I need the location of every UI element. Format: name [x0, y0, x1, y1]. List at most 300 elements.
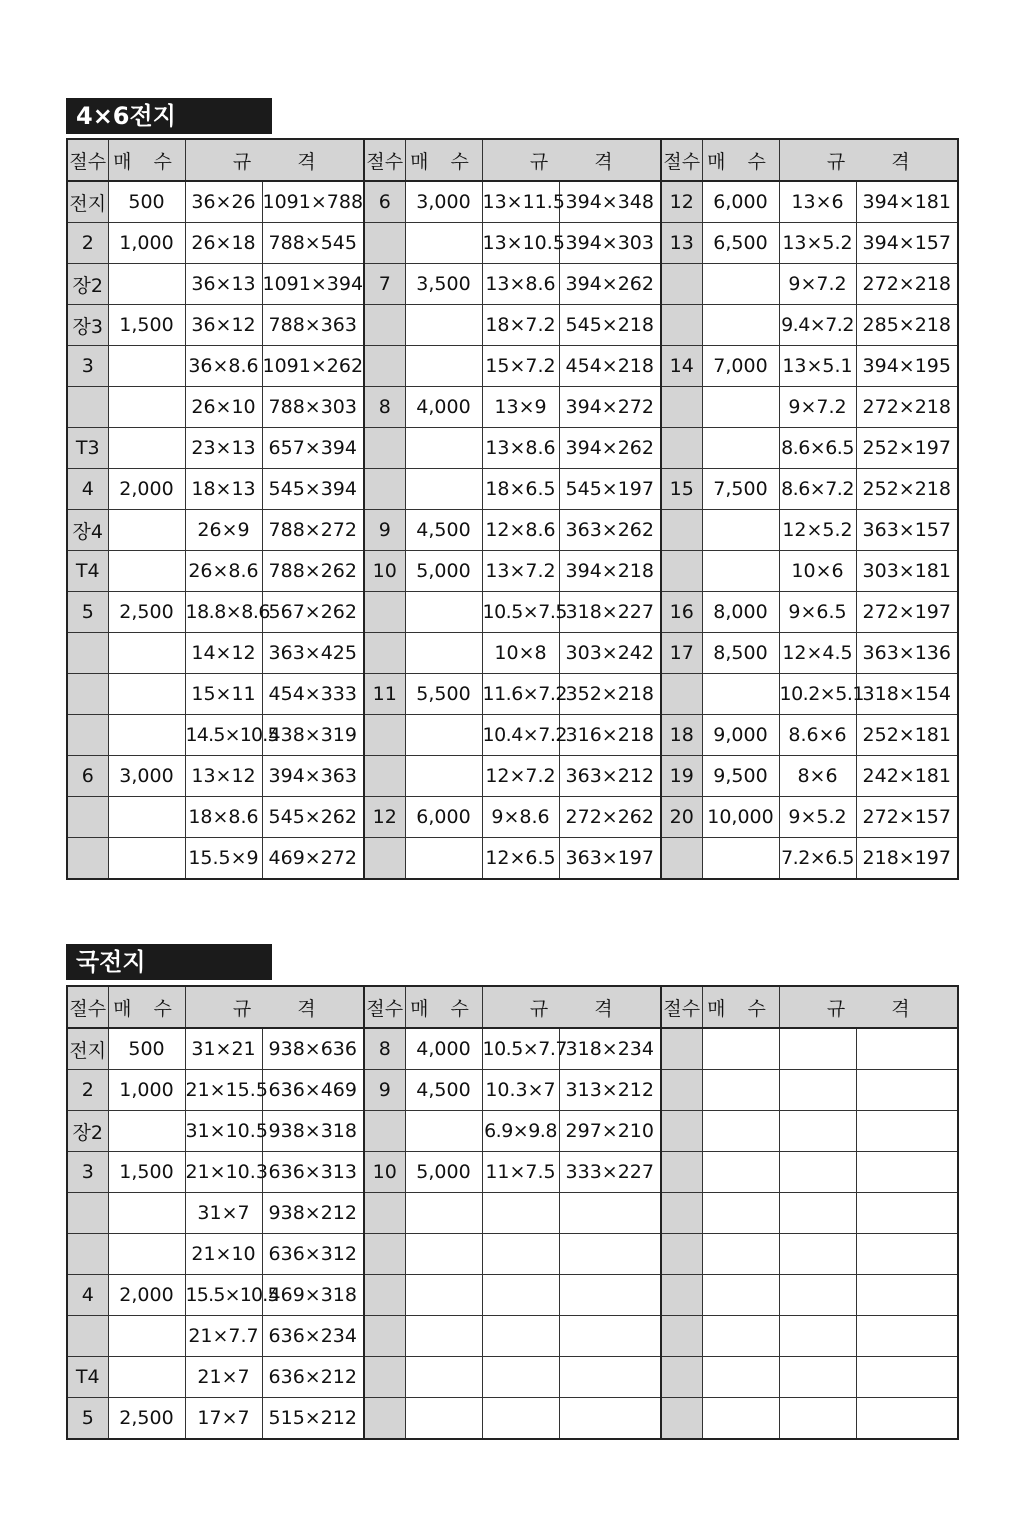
sheets-cell	[108, 551, 185, 592]
size-mm-cell: 252×218	[856, 469, 958, 510]
size-mm-cell: 1091×262	[262, 346, 364, 387]
size-mm-cell	[856, 1070, 958, 1111]
table-row	[67, 1234, 958, 1275]
size-inch-cell	[482, 1234, 559, 1275]
size-mm-cell: 1091×788	[262, 181, 364, 223]
cut-cell: 8	[364, 387, 405, 428]
cut-cell	[364, 1398, 405, 1440]
size-inch-cell: 12×8.6	[482, 510, 559, 551]
cut-cell	[661, 1398, 702, 1440]
cut-cell: 8	[364, 1028, 405, 1070]
sheets-cell	[702, 838, 779, 880]
cut-cell	[364, 469, 405, 510]
size-mm-cell: 363×212	[559, 756, 661, 797]
cut-cell	[661, 1193, 702, 1234]
sheets-cell	[405, 633, 482, 674]
cut-cell	[364, 346, 405, 387]
size-inch-cell: 10.3×7	[482, 1070, 559, 1111]
sheets-cell: 500	[108, 1028, 185, 1070]
sheets-cell	[405, 756, 482, 797]
cut-cell	[364, 1111, 405, 1152]
sheets-cell	[108, 428, 185, 469]
table-row	[67, 633, 958, 674]
sheets-cell	[702, 1111, 779, 1152]
size-mm-cell: 938×212	[262, 1193, 364, 1234]
size-mm-cell: 285×218	[856, 305, 958, 346]
section-title-guk: 국전지	[66, 944, 272, 980]
sheets-cell	[405, 469, 482, 510]
table-row	[67, 223, 958, 264]
size-inch-cell: 10.5×7.5	[482, 592, 559, 633]
sheets-cell	[108, 510, 185, 551]
size-mm-cell: 788×545	[262, 223, 364, 264]
cut-cell	[661, 510, 702, 551]
sheets-cell: 10,000	[702, 797, 779, 838]
size-mm-cell: 363×262	[559, 510, 661, 551]
size-mm-cell: 394×218	[559, 551, 661, 592]
size-inch-cell: 36×26	[185, 181, 262, 223]
size-inch-cell: 13×8.6	[482, 428, 559, 469]
sheets-cell	[405, 838, 482, 880]
cut-cell	[661, 1111, 702, 1152]
sheets-cell	[702, 1398, 779, 1440]
header-sheets: 매 수	[405, 139, 482, 181]
size-mm-cell: 272×262	[559, 797, 661, 838]
size-mm-cell: 252×181	[856, 715, 958, 756]
size-inch-cell: 18×6.5	[482, 469, 559, 510]
size-mm-cell: 515×212	[262, 1398, 364, 1440]
table-row	[67, 264, 958, 305]
size-inch-cell: 21×15.5	[185, 1070, 262, 1111]
size-inch-cell: 10×8	[482, 633, 559, 674]
sheets-cell	[405, 715, 482, 756]
cut-cell	[364, 223, 405, 264]
sheets-cell	[702, 264, 779, 305]
size-inch-cell: 36×13	[185, 264, 262, 305]
sheets-cell: 3,500	[405, 264, 482, 305]
cut-cell	[364, 1275, 405, 1316]
header-spec: 규 격	[779, 986, 958, 1028]
sheets-cell: 8,500	[702, 633, 779, 674]
table-row	[67, 346, 958, 387]
size-inch-cell: 12×5.2	[779, 510, 856, 551]
sheets-cell: 1,500	[108, 305, 185, 346]
size-mm-cell: 788×363	[262, 305, 364, 346]
size-inch-cell: 18×7.2	[482, 305, 559, 346]
size-inch-cell: 23×13	[185, 428, 262, 469]
size-mm-cell: 218×197	[856, 838, 958, 880]
size-mm-cell: 545×262	[262, 797, 364, 838]
size-inch-cell	[779, 1070, 856, 1111]
size-mm-cell: 318×227	[559, 592, 661, 633]
sheets-cell	[108, 1111, 185, 1152]
size-mm-cell: 316×218	[559, 715, 661, 756]
cut-cell	[67, 674, 108, 715]
size-inch-cell: 21×7	[185, 1357, 262, 1398]
sheets-cell	[108, 346, 185, 387]
sheets-cell	[702, 305, 779, 346]
sheets-cell: 9,000	[702, 715, 779, 756]
sheets-cell	[405, 346, 482, 387]
size-mm-cell: 333×227	[559, 1152, 661, 1193]
sheets-cell	[702, 1152, 779, 1193]
cut-cell: T4	[67, 551, 108, 592]
sheets-cell	[405, 1193, 482, 1234]
cut-cell: 6	[364, 181, 405, 223]
size-mm-cell: 636×469	[262, 1070, 364, 1111]
size-inch-cell: 18×8.6	[185, 797, 262, 838]
sheets-cell	[702, 387, 779, 428]
size-inch-cell	[779, 1152, 856, 1193]
table-row	[67, 756, 958, 797]
sheets-cell: 4,000	[405, 387, 482, 428]
size-inch-cell: 11×7.5	[482, 1152, 559, 1193]
size-mm-cell: 938×636	[262, 1028, 364, 1070]
size-inch-cell	[482, 1193, 559, 1234]
size-inch-cell: 13×7.2	[482, 551, 559, 592]
cut-cell: 4	[67, 1275, 108, 1316]
size-mm-cell: 252×197	[856, 428, 958, 469]
size-inch-cell: 6.9×9.8	[482, 1111, 559, 1152]
size-inch-cell	[779, 1316, 856, 1357]
table-row	[67, 1193, 958, 1234]
header-cut: 절수	[364, 986, 405, 1028]
size-mm-cell: 318×234	[559, 1028, 661, 1070]
cut-cell: 14	[661, 346, 702, 387]
size-mm-cell: 938×318	[262, 1111, 364, 1152]
size-inch-cell	[482, 1275, 559, 1316]
sheets-cell: 2,000	[108, 469, 185, 510]
size-mm-cell: 394×348	[559, 181, 661, 223]
size-inch-cell: 21×10	[185, 1234, 262, 1275]
size-mm-cell	[559, 1316, 661, 1357]
size-mm-cell: 272×218	[856, 264, 958, 305]
cut-cell	[661, 1070, 702, 1111]
cut-cell	[661, 1316, 702, 1357]
size-mm-cell: 242×181	[856, 756, 958, 797]
cut-cell	[364, 1316, 405, 1357]
cut-cell: 2	[67, 223, 108, 264]
size-inch-cell: 10.5×7.7	[482, 1028, 559, 1070]
sheets-cell	[405, 1234, 482, 1275]
size-inch-cell: 10.2×5.1	[779, 674, 856, 715]
cut-cell: 9	[364, 1070, 405, 1111]
cut-cell: 장4	[67, 510, 108, 551]
size-inch-cell: 10.4×7.2	[482, 715, 559, 756]
sheets-cell: 7,500	[702, 469, 779, 510]
header-sheets: 매 수	[108, 139, 185, 181]
cut-cell	[661, 1028, 702, 1070]
cut-cell	[661, 551, 702, 592]
table-row	[67, 510, 958, 551]
size-mm-cell: 567×262	[262, 592, 364, 633]
size-inch-cell: 9×5.2	[779, 797, 856, 838]
table-row	[67, 469, 958, 510]
size-mm-cell	[856, 1398, 958, 1440]
cut-cell	[364, 715, 405, 756]
cut-cell: 10	[364, 551, 405, 592]
cut-cell: T4	[67, 1357, 108, 1398]
sheets-cell	[108, 387, 185, 428]
size-mm-cell: 657×394	[262, 428, 364, 469]
cut-cell: 6	[67, 756, 108, 797]
sheets-cell: 1,000	[108, 223, 185, 264]
size-inch-cell	[779, 1111, 856, 1152]
size-inch-cell: 26×18	[185, 223, 262, 264]
cut-cell: 전지	[67, 1028, 108, 1070]
cut-cell: T3	[67, 428, 108, 469]
sheets-cell	[108, 1316, 185, 1357]
cut-cell: 16	[661, 592, 702, 633]
size-mm-cell	[559, 1357, 661, 1398]
cut-cell	[67, 387, 108, 428]
sheets-cell	[405, 428, 482, 469]
header-cut: 절수	[67, 139, 108, 181]
sheets-cell: 6,000	[405, 797, 482, 838]
cut-cell: 7	[364, 264, 405, 305]
size-mm-cell: 272×157	[856, 797, 958, 838]
size-mm-cell	[856, 1316, 958, 1357]
size-mm-cell: 545×394	[262, 469, 364, 510]
table-row	[67, 1398, 958, 1440]
size-inch-cell: 18.8×8.6	[185, 592, 262, 633]
cut-cell: 15	[661, 469, 702, 510]
sheets-cell	[108, 715, 185, 756]
cut-cell	[364, 305, 405, 346]
sheets-cell	[702, 1234, 779, 1275]
cut-cell: 20	[661, 797, 702, 838]
cut-cell	[364, 1357, 405, 1398]
cut-cell: 11	[364, 674, 405, 715]
size-mm-cell: 394×363	[262, 756, 364, 797]
cut-cell	[661, 305, 702, 346]
size-inch-cell	[779, 1193, 856, 1234]
sheets-cell	[108, 1234, 185, 1275]
cut-cell	[661, 1275, 702, 1316]
cut-cell	[67, 715, 108, 756]
size-inch-cell: 13×11.5	[482, 181, 559, 223]
table-row	[67, 1070, 958, 1111]
paper-size-table-guk	[66, 985, 959, 1440]
size-mm-cell: 454×333	[262, 674, 364, 715]
table-row	[67, 305, 958, 346]
size-inch-cell: 31×7	[185, 1193, 262, 1234]
table-row	[67, 1111, 958, 1152]
header-cut: 절수	[661, 139, 702, 181]
cut-cell	[364, 756, 405, 797]
size-mm-cell: 394×262	[559, 428, 661, 469]
size-mm-cell: 318×154	[856, 674, 958, 715]
size-inch-cell	[779, 1357, 856, 1398]
size-inch-cell: 26×9	[185, 510, 262, 551]
cut-cell	[364, 592, 405, 633]
size-mm-cell: 394×195	[856, 346, 958, 387]
header-cut: 절수	[67, 986, 108, 1028]
size-mm-cell	[856, 1234, 958, 1275]
sheets-cell: 8,000	[702, 592, 779, 633]
size-inch-cell: 12×7.2	[482, 756, 559, 797]
header-spec: 규 격	[482, 986, 661, 1028]
sheets-cell	[702, 1357, 779, 1398]
size-mm-cell: 545×197	[559, 469, 661, 510]
cut-cell	[364, 838, 405, 880]
size-inch-cell: 9×6.5	[779, 592, 856, 633]
size-inch-cell	[779, 1028, 856, 1070]
header-spec: 규 격	[779, 139, 958, 181]
sheets-cell	[405, 592, 482, 633]
sheets-cell: 3,000	[405, 181, 482, 223]
size-inch-cell: 13×8.6	[482, 264, 559, 305]
size-mm-cell: 394×157	[856, 223, 958, 264]
cut-cell: 장2	[67, 1111, 108, 1152]
sheets-cell: 4,500	[405, 510, 482, 551]
size-inch-cell	[779, 1398, 856, 1440]
cut-cell: 18	[661, 715, 702, 756]
table-row	[67, 551, 958, 592]
size-inch-cell: 14.5×10.5	[185, 715, 262, 756]
table-row	[67, 797, 958, 838]
sheets-cell: 5,500	[405, 674, 482, 715]
table-row	[67, 838, 958, 880]
size-mm-cell: 303×242	[559, 633, 661, 674]
header-sheets: 매 수	[405, 986, 482, 1028]
table-row	[67, 592, 958, 633]
size-mm-cell: 363×157	[856, 510, 958, 551]
cut-cell	[661, 428, 702, 469]
sheets-cell	[405, 305, 482, 346]
table-row	[67, 1357, 958, 1398]
cut-cell	[661, 387, 702, 428]
cut-cell	[661, 1234, 702, 1275]
size-mm-cell	[559, 1398, 661, 1440]
size-mm-cell: 394×272	[559, 387, 661, 428]
table-row	[67, 674, 958, 715]
sheets-cell: 2,500	[108, 1398, 185, 1440]
cut-cell	[661, 1357, 702, 1398]
cut-cell: 19	[661, 756, 702, 797]
size-mm-cell: 303×181	[856, 551, 958, 592]
size-inch-cell: 13×6	[779, 181, 856, 223]
sheets-cell	[108, 674, 185, 715]
cut-cell	[661, 1152, 702, 1193]
size-mm-cell	[856, 1357, 958, 1398]
size-inch-cell: 15.5×10.5	[185, 1275, 262, 1316]
size-inch-cell: 36×12	[185, 305, 262, 346]
size-mm-cell	[856, 1152, 958, 1193]
cut-cell: 5	[67, 1398, 108, 1440]
sheets-cell	[405, 1111, 482, 1152]
cut-cell: 12	[364, 797, 405, 838]
sheets-cell	[405, 1316, 482, 1357]
table-row	[67, 1316, 958, 1357]
cut-cell	[67, 633, 108, 674]
size-inch-cell: 9×7.2	[779, 387, 856, 428]
size-mm-cell: 297×210	[559, 1111, 661, 1152]
size-mm-cell: 394×303	[559, 223, 661, 264]
size-inch-cell: 13×5.1	[779, 346, 856, 387]
table-row	[67, 387, 958, 428]
size-mm-cell: 636×212	[262, 1357, 364, 1398]
header-cut: 절수	[661, 986, 702, 1028]
cut-cell: 10	[364, 1152, 405, 1193]
size-inch-cell: 15×7.2	[482, 346, 559, 387]
size-mm-cell	[856, 1275, 958, 1316]
size-inch-cell: 8.6×6	[779, 715, 856, 756]
size-mm-cell	[856, 1028, 958, 1070]
size-mm-cell	[559, 1234, 661, 1275]
size-inch-cell: 31×10.5	[185, 1111, 262, 1152]
size-inch-cell: 9×7.2	[779, 264, 856, 305]
size-mm-cell: 272×218	[856, 387, 958, 428]
cut-cell: 5	[67, 592, 108, 633]
size-mm-cell: 469×272	[262, 838, 364, 880]
cut-cell: 12	[661, 181, 702, 223]
header-cut: 절수	[364, 139, 405, 181]
sheets-cell: 5,000	[405, 1152, 482, 1193]
cut-cell: 9	[364, 510, 405, 551]
table-row	[67, 1028, 958, 1070]
cut-cell	[67, 1234, 108, 1275]
paper-size-table-4x6	[66, 138, 959, 880]
size-mm-cell: 438×319	[262, 715, 364, 756]
sheets-cell	[405, 223, 482, 264]
table-row	[67, 1152, 958, 1193]
size-mm-cell: 313×212	[559, 1070, 661, 1111]
sheets-cell	[702, 1275, 779, 1316]
cut-cell: 13	[661, 223, 702, 264]
size-inch-cell: 21×7.7	[185, 1316, 262, 1357]
size-mm-cell: 394×181	[856, 181, 958, 223]
size-inch-cell: 15.5×9	[185, 838, 262, 880]
cut-cell	[67, 838, 108, 880]
cut-cell	[364, 1234, 405, 1275]
sheets-cell: 3,000	[108, 756, 185, 797]
size-mm-cell: 272×197	[856, 592, 958, 633]
header-sheets: 매 수	[702, 986, 779, 1028]
size-inch-cell	[482, 1398, 559, 1440]
size-inch-cell: 14×12	[185, 633, 262, 674]
header-spec: 규 격	[185, 986, 364, 1028]
size-inch-cell: 8×6	[779, 756, 856, 797]
size-inch-cell: 13×12	[185, 756, 262, 797]
size-inch-cell: 13×5.2	[779, 223, 856, 264]
sheets-cell	[702, 428, 779, 469]
size-mm-cell: 363×425	[262, 633, 364, 674]
header-spec: 규 격	[482, 139, 661, 181]
size-inch-cell: 31×21	[185, 1028, 262, 1070]
size-mm-cell: 788×303	[262, 387, 364, 428]
size-mm-cell: 469×318	[262, 1275, 364, 1316]
size-inch-cell: 10×6	[779, 551, 856, 592]
cut-cell	[364, 633, 405, 674]
size-inch-cell: 12×6.5	[482, 838, 559, 880]
size-inch-cell: 26×8.6	[185, 551, 262, 592]
sheets-cell	[108, 1193, 185, 1234]
size-inch-cell: 9.4×7.2	[779, 305, 856, 346]
size-mm-cell	[856, 1111, 958, 1152]
size-mm-cell: 454×218	[559, 346, 661, 387]
table-row	[67, 715, 958, 756]
size-mm-cell	[559, 1193, 661, 1234]
cut-cell	[661, 674, 702, 715]
size-inch-cell: 8.6×7.2	[779, 469, 856, 510]
sheets-cell	[405, 1398, 482, 1440]
sheets-cell	[108, 633, 185, 674]
size-mm-cell	[559, 1275, 661, 1316]
cut-cell: 전지	[67, 181, 108, 223]
cut-cell	[364, 428, 405, 469]
size-mm-cell: 636×312	[262, 1234, 364, 1275]
